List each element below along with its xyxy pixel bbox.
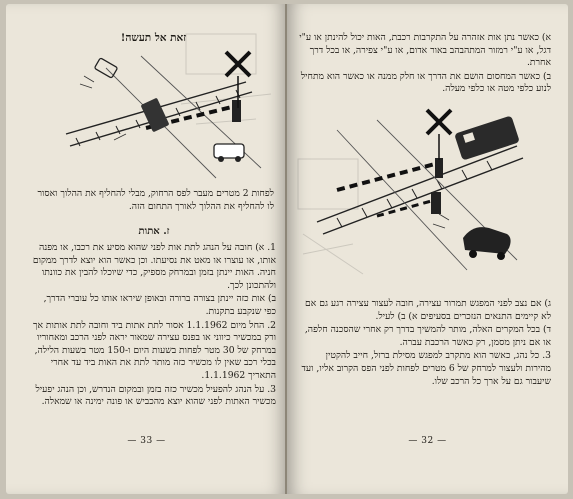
left-paragraph: 1. א) חובה על הנהג לתת אות לפני שהוא מסיע את רכבו, או מפנה אותו, או עוצרו או מאט את נסיעתו. וכן כאשר הוא יוצא לדרך ממקום חניה. האות יינתן בזמן ובמרחק מספיק, כדי שיוכלו להבין את כוונתו ולהתכונן לכך. <box>32 242 276 291</box>
left-page <box>6 4 287 494</box>
page-number-right: — 32 — <box>408 436 447 446</box>
left-paragraph: ב) אות כזה יינתן בצורה ברורה ובאופן שיראו אותו כל עוברי הדרך, כפי שנקבע בתקנות. <box>43 293 276 317</box>
figure-caption: זאת אל תעשה! <box>120 32 187 44</box>
right-paragraph: ד) בכל המקרים האלה, מותר להמשיך בדרך רק אחרי שהסכנה חלפה, או אם ניתן מסמן, רק כאשר הרכבת עברה. <box>304 324 551 348</box>
left-paragraph: 2. החל מיום 1.1.1962 אסור לתת אתות ביד וחובה לתת אותות אך ורק במכשיר כיווני או בפנס עצירה שמאור יראה לפני הרכב ומאחוריו במרחק של 30 מטר לפחות בשעות היום ו-150 מטר בשעות הלילה, בכלי רכב שאין לו מכשיר כזה מותר לתת את האות ביד עד אחרי התאריך 1.1.1962. <box>32 319 276 381</box>
train-crossing-illustration <box>317 110 527 280</box>
section-title: ז. אתות <box>138 226 170 237</box>
figure-text: לפחות 2 מטרים מעבר לפס הרחוק, מבלי להחליף את ההלוך ואסור לו להחליף את ההלוך לאורך התחום הזה. <box>37 188 274 212</box>
open-book <box>6 4 567 494</box>
railway-crossing-illustration <box>66 48 266 178</box>
left-body <box>32 242 276 410</box>
right-page <box>287 4 568 494</box>
right-paragraph: ב) כאשר המחסום הושם את הדרך או חלק ממנה או כאשר הוא מתחיל לנוע כלפי מטה או כלפי מעלה. <box>300 70 551 95</box>
page-number-left: — 33 — <box>127 436 166 446</box>
right-paragraph: 3. כל נהג, כאשר הוא מתקרב למפגש מסילת ברזל, חייב להקטין מהירות ולעצור למרחק של 6 מטרים לפחות לפני הפס הקרוב אליו, ועד שיעבור גם על ארך כל הרכב שלו. <box>301 350 551 387</box>
right-body-bottom <box>299 298 551 389</box>
right-paragraph: ג) אם נצב לפני המפגש תמרור עצירה, חובה לעצור עצירה רגע גם אם לא קיימים התנאים הנזכרים בסעיפים א) ב) לעיל. <box>305 298 551 322</box>
right-paragraph: א) כאשר נתן אות אזהרה על התקרבות רכבת, האות יכול להינתן או ע"י דגל, או ע"י רמזור המתהבהב באור אדום, או ע"י צפירה, או בכל דרך אחרת. <box>299 32 551 69</box>
right-body-top <box>299 32 551 97</box>
left-paragraph: 3. על הנהג להפעיל מכשיר כזה בזמן ובמקום הנדרש, וכן הנהג יפעיל מכשיר האתות לפני שהוא יוצא מהכביש או פונה ימינה או שמאלה. <box>35 383 276 408</box>
